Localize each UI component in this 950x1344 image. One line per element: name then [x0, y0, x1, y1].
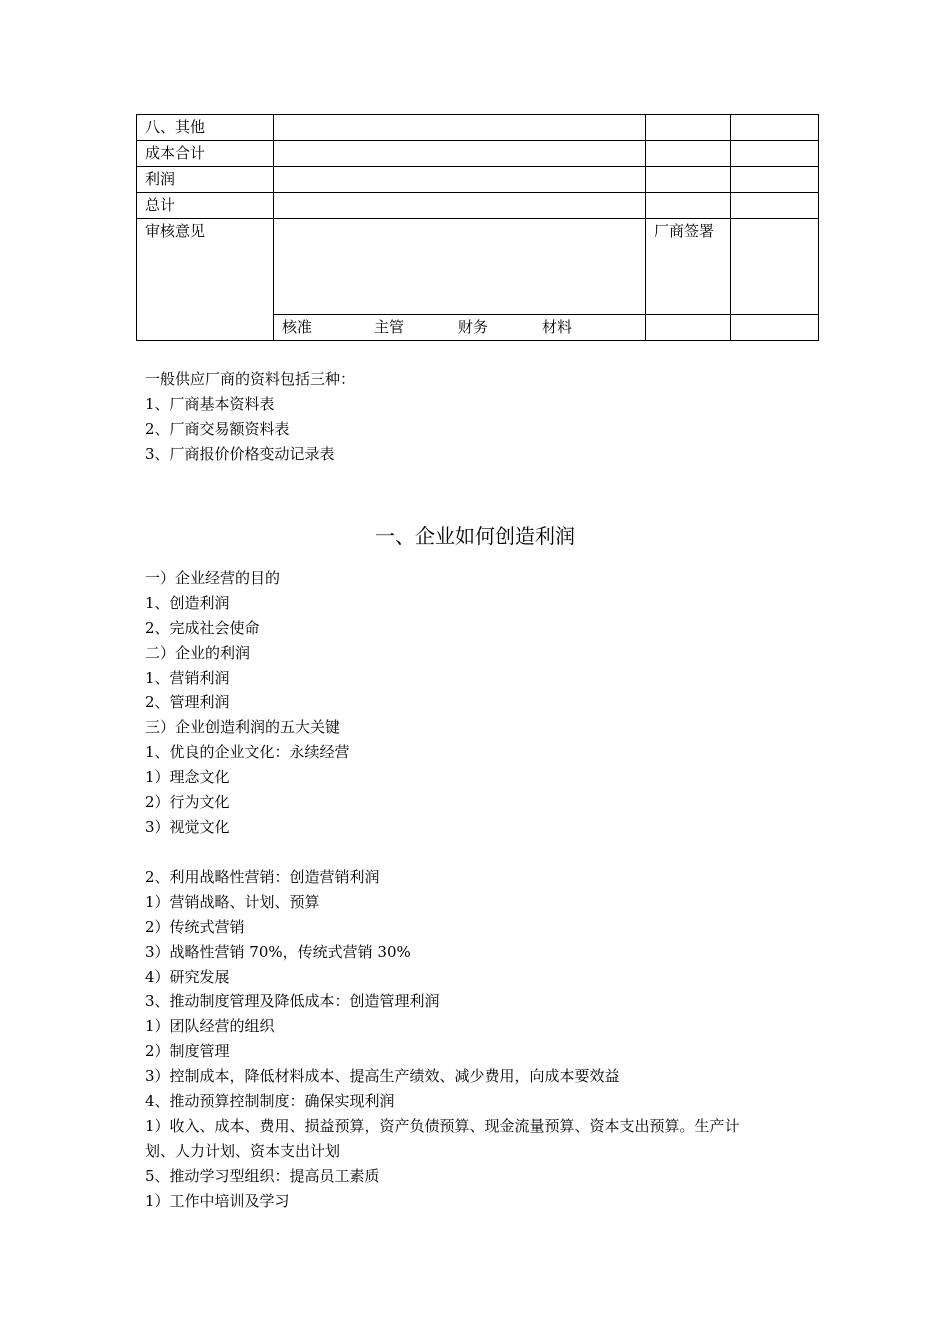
table-row — [137, 219, 819, 315]
list-item: 三）企业创造利润的五大关键 — [145, 718, 341, 737]
table-cell — [646, 167, 731, 193]
list-item: 4、推动预算控制制度：确保实现利润 — [145, 1092, 395, 1111]
table-cell — [646, 115, 731, 141]
list-item: 2）传统式营销 — [145, 917, 245, 936]
table-cell — [646, 315, 731, 341]
signature-materials: 材料 — [542, 318, 573, 336]
table-cell — [731, 167, 819, 193]
signature-row — [274, 315, 646, 341]
list-item: 1、营销利润 — [145, 668, 230, 687]
body-block-b — [145, 865, 740, 1213]
row-label: 总计 — [137, 193, 274, 219]
list-item: 划、人力计划、资本支出计划 — [145, 1141, 341, 1160]
table-row — [137, 167, 819, 193]
list-item: 4）研究发展 — [145, 967, 230, 986]
vendor-sign-label: 厂商签署 — [646, 219, 731, 315]
list-item: 1、创造利润 — [145, 593, 230, 612]
table-cell — [646, 193, 731, 219]
table-cell — [646, 141, 731, 167]
signature-supervisor: 主管 — [374, 318, 405, 336]
vendor-intro — [145, 367, 355, 467]
section-title: 一、企业如何创造利润 — [375, 524, 575, 548]
list-item: 1）工作中培训及学习 — [145, 1191, 290, 1210]
review-label: 审核意见 — [137, 219, 274, 341]
list-item: 2、厂商交易额资料表 — [145, 419, 290, 438]
table-cell — [731, 193, 819, 219]
list-item: 一般供应厂商的资料包括三种： — [145, 370, 356, 388]
list-item: 3、厂商报价价格变动记录表 — [145, 444, 335, 463]
list-item: 1、厂商基本资料表 — [145, 394, 275, 413]
table-row — [137, 193, 819, 219]
list-item: 3）控制成本，降低材料成本、提高生产绩效、减少费用，向成本要效益 — [145, 1067, 620, 1086]
list-item: 3）视觉文化 — [145, 817, 230, 836]
review-opinion-cell — [274, 219, 646, 315]
list-item: 2）行为文化 — [145, 793, 230, 812]
list-item: 1）收入、成本、费用、损益预算，资产负债预算、现金流量预算、资本支出预算。生产计 — [145, 1116, 740, 1135]
body-block-a — [145, 566, 350, 840]
list-item: 3）战略性营销 70%，传统式营销 30% — [145, 942, 411, 961]
table-cell — [274, 141, 646, 167]
table-cell — [731, 115, 819, 141]
list-item: 1、优良的企业文化：永续经营 — [145, 743, 350, 762]
list-item: 1）团队经营的组织 — [145, 1017, 275, 1036]
list-item: 2、管理利润 — [145, 693, 230, 712]
table-cell — [731, 141, 819, 167]
list-item: 1）营销战略、计划、预算 — [145, 892, 320, 911]
table-row — [137, 141, 819, 167]
list-item: 2、利用战略性营销：创造营销利润 — [145, 868, 380, 886]
table-cell — [731, 315, 819, 341]
vendor-sign-cell — [731, 219, 819, 315]
list-item: 二）企业的利润 — [145, 643, 251, 662]
signature-finance: 财务 — [458, 318, 489, 336]
list-item: 1）理念文化 — [145, 768, 230, 787]
table-row — [137, 115, 819, 141]
signature-approve: 核准 — [282, 318, 313, 336]
list-item: 3、推动制度管理及降低成本：创造管理利润 — [145, 992, 440, 1011]
cost-form-table — [136, 114, 819, 341]
list-item: 一）企业经营的目的 — [145, 569, 281, 587]
table-cell — [274, 193, 646, 219]
list-item: 2）制度管理 — [145, 1042, 230, 1061]
row-label: 利润 — [137, 167, 274, 193]
row-label: 成本合计 — [137, 141, 274, 167]
list-item: 2、完成社会使命 — [145, 618, 260, 637]
table-cell — [274, 115, 646, 141]
row-label: 八、其他 — [137, 115, 274, 141]
list-item: 5、推动学习型组织：提高员工素质 — [145, 1166, 380, 1185]
table-cell — [274, 167, 646, 193]
